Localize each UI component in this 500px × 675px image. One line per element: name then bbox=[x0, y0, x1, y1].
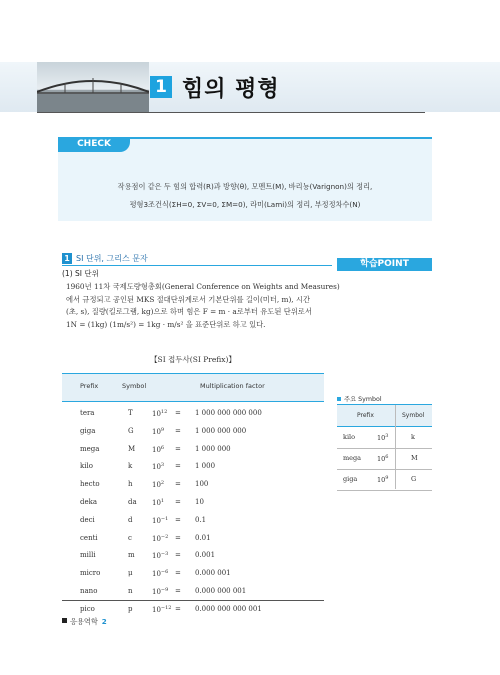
equals-sign: = bbox=[175, 569, 181, 578]
equals-sign: = bbox=[175, 409, 181, 417]
table-row bbox=[62, 566, 324, 584]
page-number: 2 bbox=[101, 617, 107, 626]
square-bullet-icon bbox=[337, 397, 341, 401]
key-power-cell: $10^9$ bbox=[377, 475, 389, 484]
key-symbol-label-text: 주요 Symbol bbox=[344, 396, 382, 403]
table-row bbox=[337, 469, 432, 491]
key-power-cell: $10^6$ bbox=[377, 454, 389, 463]
si-table-bottom-rule bbox=[62, 600, 324, 601]
prefix-cell: micro bbox=[80, 569, 101, 578]
factor-value-cell: 1 000 000 000 bbox=[195, 426, 247, 435]
equals-sign: = bbox=[175, 444, 181, 453]
key-prefix-cell: kilo bbox=[343, 433, 356, 441]
symbol-cell: p bbox=[128, 604, 133, 613]
paragraph-line: 에서 규정되고 공인된 MKS 절대단위계로서 기본단위를 길이(미터, m), 시간 bbox=[66, 294, 311, 304]
check-line-2: 평형3조건식(ΣH=0, ΣV=0, ΣM=0), 라미(Lami)의 정리, 부정정차수(N) bbox=[129, 200, 361, 209]
section-title: SI 단위, 그리스 문자 bbox=[76, 254, 148, 263]
factor-value-cell: 0.000 000 001 bbox=[195, 587, 247, 595]
key-power-cell: $10^3$ bbox=[377, 433, 389, 442]
prefix-cell: deci bbox=[80, 515, 95, 524]
prefix-cell: giga bbox=[80, 426, 96, 435]
equals-sign: = bbox=[175, 426, 181, 435]
paragraph-line: 1N = (1kg) (1m/s²) = 1kg · m/s² 을 표준단위로 하고 있다. bbox=[66, 320, 266, 330]
check-label: CHECK bbox=[58, 137, 130, 152]
prefix-cell: milli bbox=[80, 551, 96, 560]
table-row bbox=[62, 442, 324, 460]
equals-sign: = bbox=[175, 533, 181, 542]
factor-power-cell: $10^{-9}$ bbox=[152, 587, 169, 596]
book-title: 응용역학 bbox=[70, 617, 98, 626]
si-header-factor: Multiplication factor bbox=[200, 382, 265, 390]
equals-sign: = bbox=[175, 551, 181, 560]
key-symbol-label bbox=[337, 394, 382, 403]
equals-sign: = bbox=[175, 462, 181, 471]
prefix-cell: nano bbox=[80, 587, 98, 595]
paragraph-line: (초, s), 질량(킬로그램, kg)으로 하며 힘은 F = m · a로부터 유도된 단위로서 bbox=[66, 307, 312, 317]
factor-power-cell: $10^{-1}$ bbox=[152, 515, 169, 525]
symbol-cell: h bbox=[128, 480, 133, 489]
factor-power-cell: $10^6$ bbox=[152, 444, 165, 454]
chapter-number: 1 bbox=[150, 76, 172, 98]
chapter-title: 힘의 평형 bbox=[182, 77, 280, 102]
page-footer bbox=[62, 617, 107, 627]
equals-sign: = bbox=[175, 498, 181, 506]
table-row bbox=[337, 448, 432, 470]
key-prefix-cell: mega bbox=[343, 454, 362, 462]
si-header-symbol: Symbol bbox=[122, 382, 147, 390]
symbol-cell: μ bbox=[128, 569, 133, 578]
factor-value-cell: 10 bbox=[195, 498, 204, 506]
factor-value-cell: 0.000 001 bbox=[195, 569, 231, 578]
prefix-cell: centi bbox=[80, 533, 98, 542]
factor-value-cell: 1 000 bbox=[195, 462, 216, 471]
si-table-caption: 【SI 접두사(SI Prefix)】 bbox=[150, 355, 236, 364]
symbol-cell: d bbox=[128, 515, 133, 524]
table-row bbox=[62, 531, 324, 549]
table-row bbox=[62, 424, 324, 442]
prefix-cell: tera bbox=[80, 409, 95, 417]
factor-power-cell: $10^3$ bbox=[152, 462, 165, 472]
header-rule bbox=[37, 112, 425, 113]
factor-value-cell: 1 000 000 000 000 bbox=[195, 409, 262, 417]
bridge-photo bbox=[37, 62, 149, 112]
symbol-cell: da bbox=[128, 498, 137, 506]
factor-value-cell: 0.1 bbox=[195, 515, 207, 524]
table-row bbox=[62, 548, 324, 566]
key-header-prefix: Prefix bbox=[357, 412, 374, 419]
factor-power-cell: $10^{-12}$ bbox=[152, 604, 172, 614]
key-prefix-cell: giga bbox=[343, 475, 358, 483]
prefix-cell: kilo bbox=[80, 462, 93, 471]
table-row bbox=[337, 427, 432, 449]
equals-sign: = bbox=[175, 480, 181, 489]
factor-power-cell: $10^{-3}$ bbox=[152, 551, 169, 561]
factor-power-cell: $10^{-6}$ bbox=[152, 569, 169, 579]
key-symbol-cell: k bbox=[411, 433, 415, 441]
factor-power-cell: $10^{12}$ bbox=[152, 409, 168, 418]
key-table-divider bbox=[395, 405, 396, 489]
factor-value-cell: 0.001 bbox=[195, 551, 216, 560]
prefix-cell: mega bbox=[80, 444, 100, 453]
si-table-header bbox=[62, 373, 324, 402]
equals-sign: = bbox=[175, 604, 181, 613]
factor-power-cell: $10^1$ bbox=[152, 498, 165, 507]
symbol-cell: m bbox=[128, 551, 135, 560]
factor-value-cell: 1 000 000 bbox=[195, 444, 231, 453]
equals-sign: = bbox=[175, 587, 181, 595]
symbol-cell: T bbox=[128, 409, 133, 417]
table-row bbox=[62, 495, 324, 513]
factor-value-cell: 0.000 000 000 001 bbox=[195, 604, 262, 613]
section-number: 1 bbox=[62, 253, 72, 264]
factor-power-cell: $10^{-2}$ bbox=[152, 533, 169, 543]
paragraph-line: 1960년 11차 국제도량형총회(General Conference on Weights and Measures) bbox=[66, 282, 340, 291]
symbol-cell: k bbox=[128, 462, 133, 471]
table-row bbox=[62, 406, 324, 424]
factor-value-cell: 0.01 bbox=[195, 533, 211, 542]
key-header-symbol: Symbol bbox=[402, 412, 425, 419]
symbol-cell: M bbox=[128, 444, 136, 453]
symbol-cell: G bbox=[128, 426, 134, 435]
table-row bbox=[62, 513, 324, 531]
check-line-1: 작용점이 같은 두 힘의 합력(R)과 방향(θ), 모멘트(M), 바리뇽(Varignon)의 정리, bbox=[117, 182, 373, 191]
square-bullet-icon bbox=[62, 618, 67, 623]
key-symbol-cell: G bbox=[411, 475, 417, 483]
symbol-cell: n bbox=[128, 587, 133, 595]
bridge-illustration bbox=[37, 62, 149, 112]
si-header-prefix: Prefix bbox=[80, 382, 99, 390]
factor-value-cell: 100 bbox=[195, 480, 209, 489]
table-row bbox=[62, 459, 324, 477]
symbol-cell: c bbox=[128, 533, 132, 542]
table-row bbox=[62, 477, 324, 495]
learning-point-label: 학습POINT bbox=[337, 258, 432, 271]
factor-power-cell: $10^2$ bbox=[152, 480, 165, 490]
prefix-cell: deka bbox=[80, 498, 98, 506]
equals-sign: = bbox=[175, 515, 181, 524]
prefix-cell: hecto bbox=[80, 480, 100, 489]
factor-power-cell: $10^9$ bbox=[152, 426, 165, 436]
subsection-title: (1) SI 단위 bbox=[62, 269, 99, 278]
si-paragraph bbox=[66, 281, 340, 332]
prefix-cell: pico bbox=[80, 604, 95, 613]
key-symbol-cell: M bbox=[411, 454, 418, 462]
